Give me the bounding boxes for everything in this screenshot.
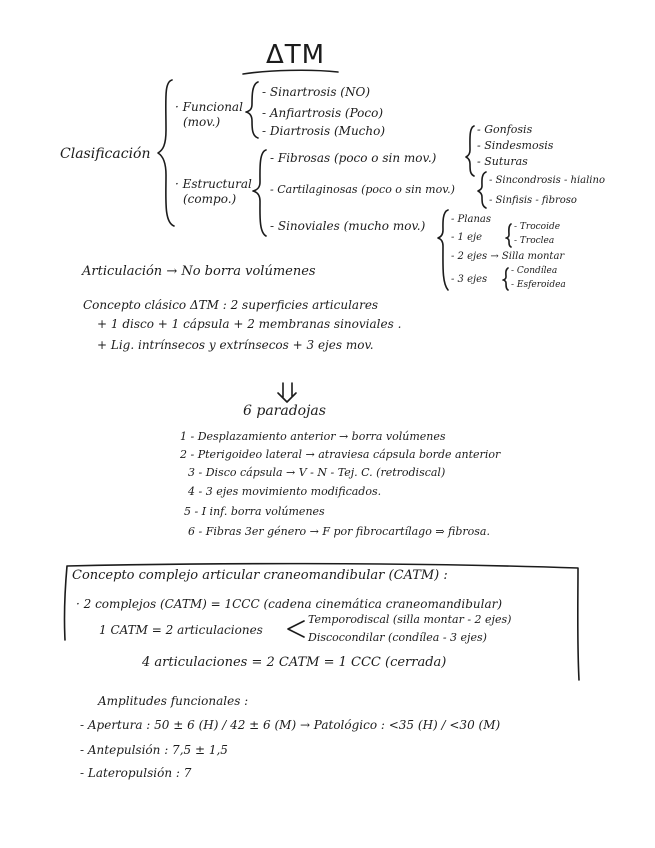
cartilaginosas-brace: [478, 172, 486, 208]
fibrosas-sub: - Suturas: [477, 155, 528, 168]
title-underline: [243, 70, 338, 74]
concepto-clasico-line: + 1 disco + 1 cápsula + 2 membranas sinoviales .: [97, 317, 402, 331]
tres-ejes-sub: - Condílea: [511, 266, 558, 276]
clasificacion-label: Clasificación: [60, 146, 151, 162]
paradoja-item: 5 - I inf. borra volúmenes: [184, 505, 325, 518]
sinoviales-dos-ejes: - 2 ejes → Silla montar: [451, 251, 565, 262]
paradoja-item: 1 - Desplazamiento anterior → borra volúmenes: [180, 430, 446, 443]
paradoja-item: 3 - Disco cápsula → V - N - Tej. C. (retrodiscal): [188, 466, 446, 479]
funcional-sub-label: (mov.): [183, 115, 221, 129]
fibrosas-brace: [466, 126, 474, 176]
down-arrow-stroke: [278, 383, 296, 402]
complejo-option: Temporodiscal (silla montar - 2 ejes): [308, 613, 512, 626]
sinoviales-tres-ejes: - 3 ejes: [451, 274, 488, 285]
sinoviales-un-eje: - 1 eje: [451, 232, 483, 243]
amplitud-item: - Apertura : 50 ± 6 (H) / 42 ± 6 (M) → Patológico : <35 (H) / <30 (M): [80, 718, 501, 732]
fibrosas-label: - Fibrosas (poco o sin mov.): [270, 151, 437, 165]
main-brace: [158, 80, 174, 226]
cartilaginosas-label: - Cartilaginosas (poco o sin mov.): [270, 183, 455, 196]
complejo-catm-label: 1 CATM = 2 articulaciones: [99, 623, 263, 637]
sinoviales-label: - Sinoviales (mucho mov.): [270, 219, 426, 233]
tres-ejes-brace: [503, 268, 508, 290]
estructural-brace: [253, 150, 266, 236]
fibrosas-sub: - Sindesmosis: [477, 139, 554, 152]
funcional-item: - Diartrosis (Mucho): [262, 124, 386, 138]
funcional-item: - Sinartrosis (NO): [262, 85, 370, 99]
amplitud-item: - Antepulsión : 7,5 ± 1,5: [80, 743, 228, 757]
funcional-label: · Funcional: [175, 100, 243, 114]
catm-bracket: [288, 621, 304, 637]
un-eje-sub: - Trocoide: [514, 222, 561, 232]
funcional-brace: [246, 82, 258, 138]
complejo-line: · 2 complejos (CATM) = 1CCC (cadena cinemática craneomandibular): [76, 597, 503, 611]
cartilaginosas-sub: - Sincondrosis - hialino: [489, 175, 605, 186]
sinoviales-planas: - Planas: [451, 214, 491, 225]
articulacion-note: Articulación → No borra volúmenes: [82, 264, 316, 279]
estructural-sub-label: (compo.): [183, 192, 237, 206]
complejo-title: Concepto complejo articular craneomandibular (CATM) :: [72, 568, 448, 583]
paradoja-item: 6 - Fibras 3er género → F por fibrocartílago ⇒ fibrosa.: [188, 525, 490, 538]
concepto-clasico-line: + Lig. intrínsecos y extrínsecos + 3 ejes mov.: [97, 338, 374, 352]
paradoja-item: 4 - 3 ejes movimiento modificados.: [188, 485, 382, 498]
concepto-clasico-line: Concepto clásico ΔTM : 2 superficies articulares: [83, 298, 379, 312]
tres-ejes-sub: - Esferoidea: [511, 280, 566, 290]
funcional-item: - Anfiartrosis (Poco): [262, 106, 384, 120]
sinoviales-brace: [438, 210, 448, 290]
page-title: ΔTM: [266, 40, 326, 70]
un-eje-sub: - Troclea: [514, 236, 555, 246]
amplitudes-title: Amplitudes funcionales :: [98, 694, 249, 708]
estructural-label: · Estructural: [175, 177, 252, 191]
complejo-summary: 4 articulaciones = 2 CATM = 1 CCC (cerrada): [142, 655, 447, 670]
complejo-option: Discocondilar (condílea - 3 ejes): [308, 631, 487, 644]
paradoja-item: 2 - Pterigoideo lateral → atraviesa cápsula borde anterior: [180, 448, 501, 461]
cartilaginosas-sub: - Sinfisis - fibroso: [489, 195, 577, 206]
amplitud-item: - Lateropulsión : 7: [80, 766, 192, 780]
paradojas-title: 6 paradojas: [243, 403, 326, 419]
un-eje-brace: [506, 224, 511, 247]
fibrosas-sub: - Gonfosis: [477, 123, 533, 136]
